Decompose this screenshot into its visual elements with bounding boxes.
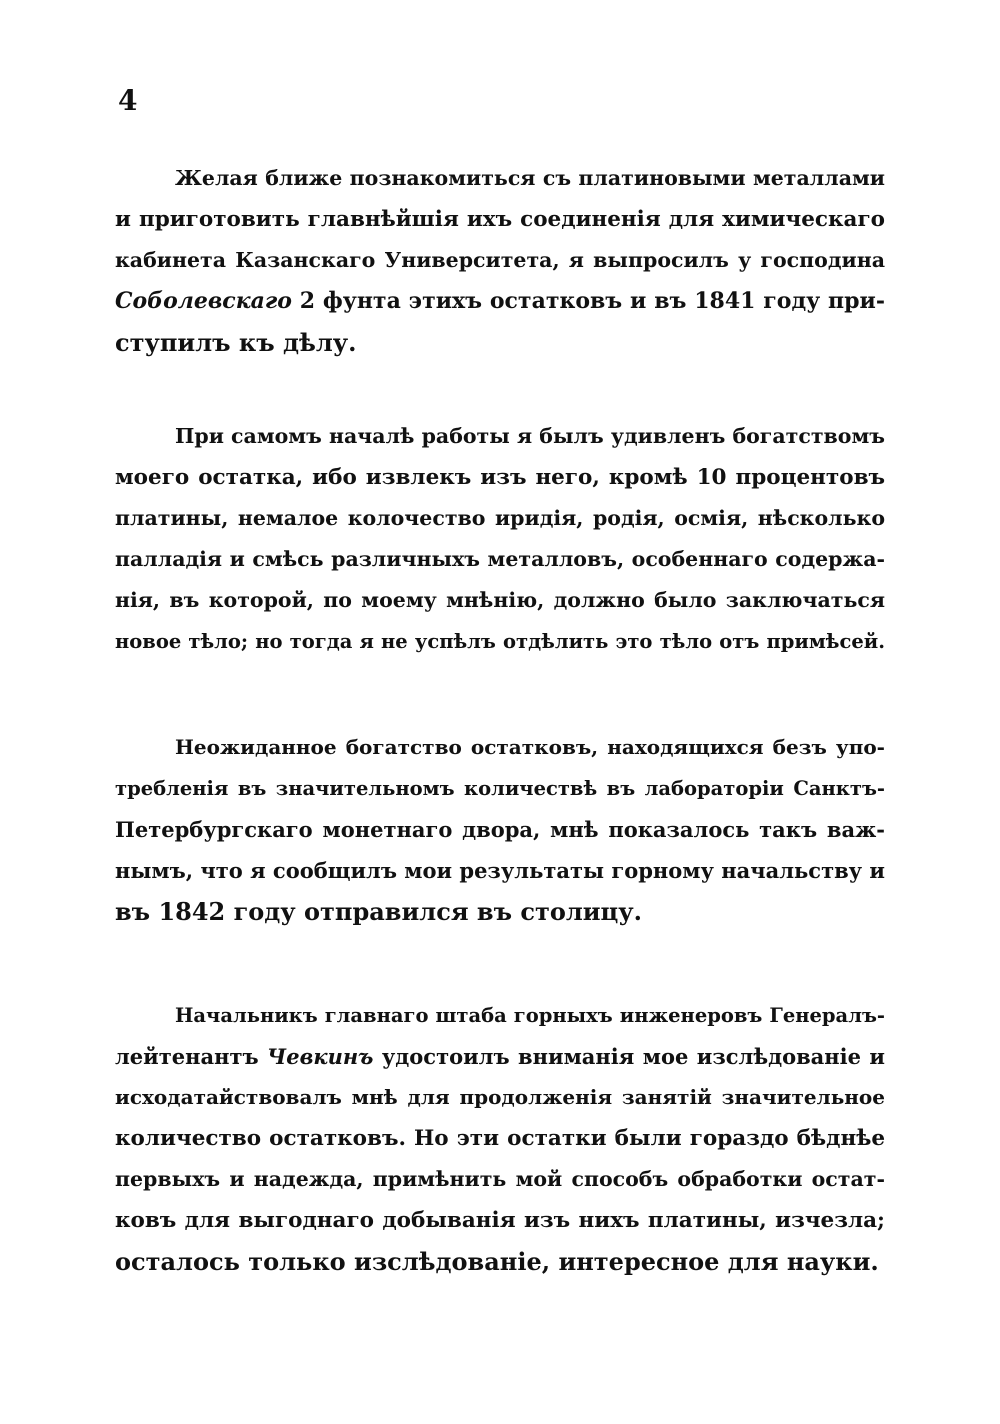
emphasized-name: Чевкинъ <box>267 1044 374 1069</box>
text-fragment: удостоилъ вниманія мое изслѣдованіе и <box>373 1044 885 1069</box>
text-line: требленія въ значительномъ количествѣ въ лабораторіи Санктъ- <box>115 777 885 800</box>
text-line: ковъ для выгоднаго добыванія изъ нихъ платины, изчезла; <box>115 1208 885 1233</box>
text-line: платины, немалое колочество иридія, родія, осмія, нѣсколько <box>115 506 885 530</box>
text-line: моего остатка, ибо извлекъ изъ него, кромѣ 10 процентовъ <box>115 465 885 490</box>
paragraph-2 <box>115 416 885 662</box>
text-line: нымъ, что я сообщилъ мои результаты горному начальству и <box>115 858 885 883</box>
text-line: Неожиданное богатство остатковъ, находящихся безъ упо- <box>175 735 885 759</box>
text-line: количество остатковъ. Но эти остатки были гораздо бѣднѣе <box>115 1126 885 1151</box>
text-line <box>115 1036 885 1077</box>
text-fragment: 2 фунта этихъ остатковъ и въ 1841 году при- <box>291 288 885 314</box>
text-line: Желая ближе познакомиться съ платиновыми металлами <box>175 166 885 190</box>
text-line <box>115 281 885 322</box>
paragraph-3 <box>115 727 885 932</box>
text-line: осталось только изслѣдованіе, интересное для науки. <box>115 1247 879 1276</box>
emphasized-name: Соболевскаго <box>115 288 292 314</box>
text-line: Начальникъ главнаго штаба горныхъ инженеровъ Генералъ- <box>175 1004 885 1027</box>
text-line: исходатайствовалъ мнѣ для продолженія занятій значительное <box>115 1085 885 1109</box>
text-line: При самомъ началѣ работы я былъ удивленъ богатствомъ <box>175 424 885 448</box>
text-line: палладія и смѣсь различныхъ металловъ, особеннаго содержа- <box>115 547 885 571</box>
text-line: первыхъ и надежда, примѣнить мой способъ обработки остат- <box>115 1167 885 1191</box>
paragraph-1 <box>115 158 885 363</box>
page-number: 4 <box>118 84 138 117</box>
text-fragment: лейтенантъ <box>115 1044 268 1069</box>
text-line: нія, въ которой, по моему мнѣнію, должно было заключаться <box>115 588 885 612</box>
text-line: ступилъ къ дѣлу. <box>115 328 357 357</box>
paragraph-4 <box>115 995 885 1282</box>
text-line: новое тѣло; но тогда я не успѣлъ отдѣлить это тѣло отъ примѣсей. <box>115 630 885 653</box>
text-line: въ 1842 году отправился въ столицу. <box>115 897 643 926</box>
text-line: кабинета Казанскаго Университета, я выпросилъ у господина <box>115 248 885 272</box>
text-line: Петербургскаго монетнаго двора, мнѣ показалось такъ важ- <box>115 817 885 842</box>
text-line: и приготовить главнѣйшія ихъ соединенія для химическаго <box>115 207 885 232</box>
